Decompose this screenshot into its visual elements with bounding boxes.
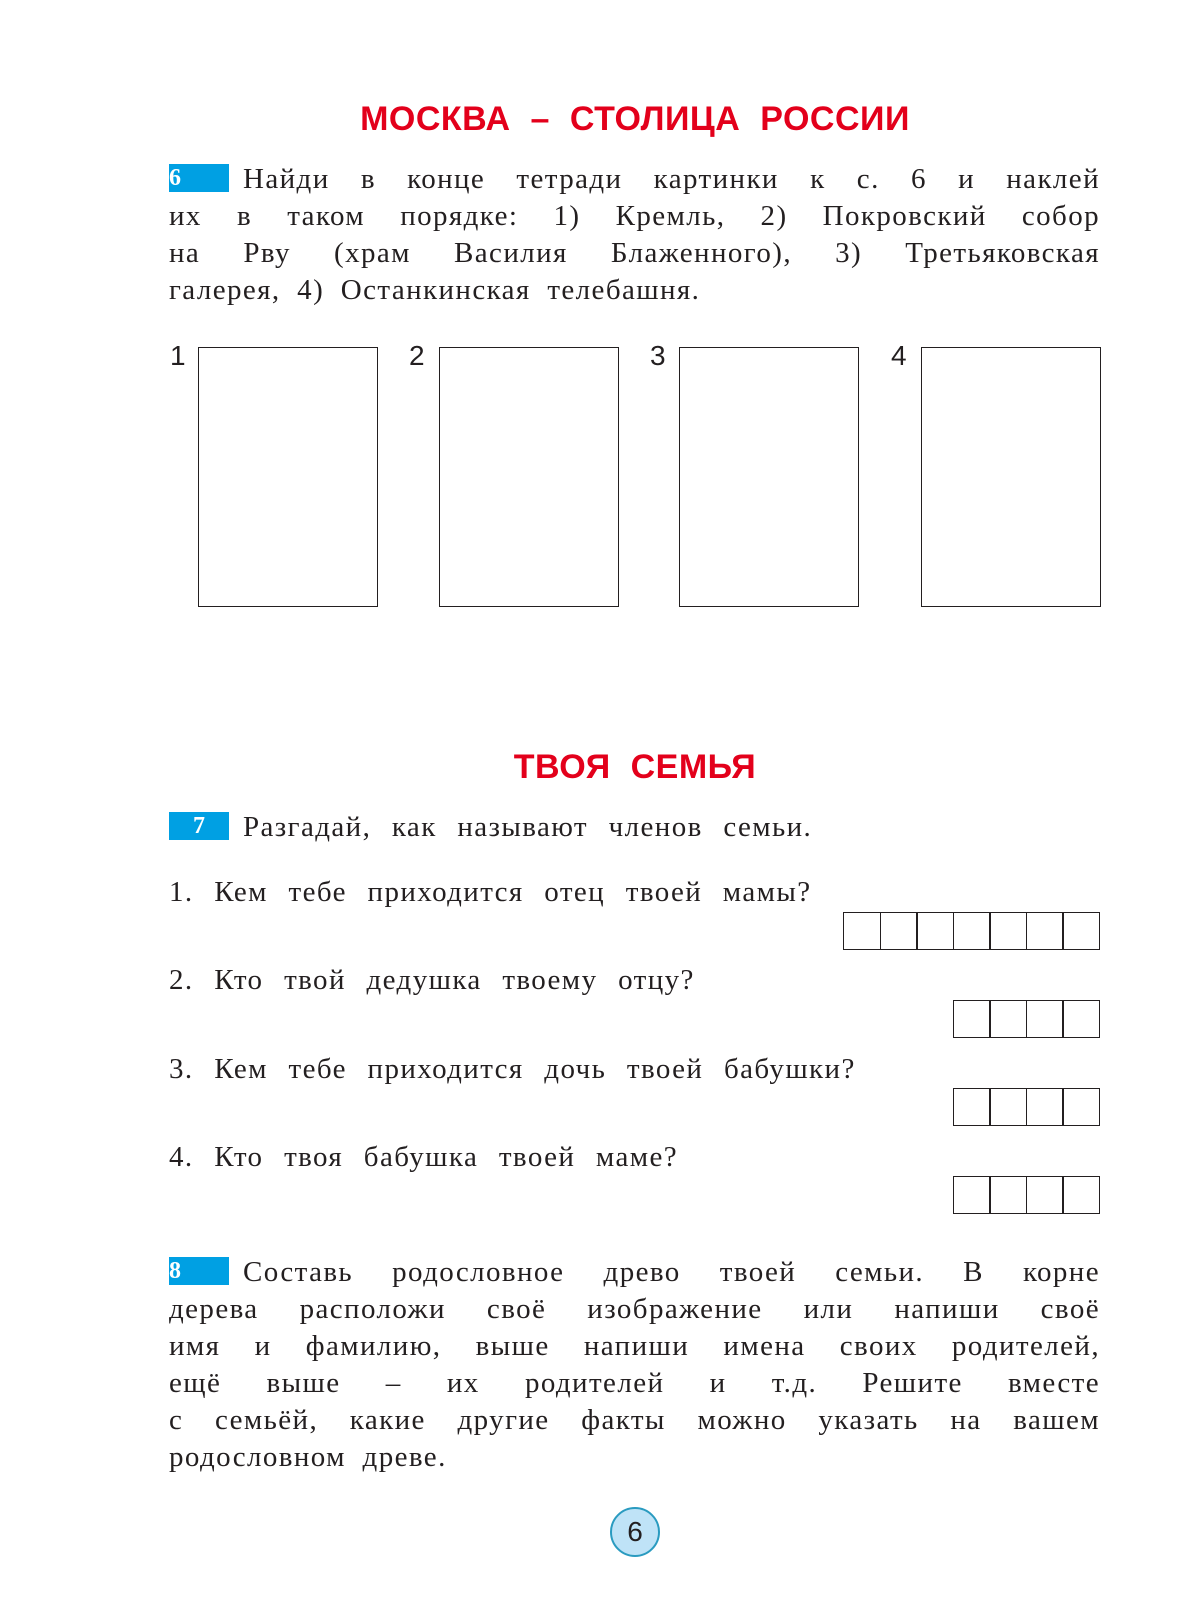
question-1: 1. Кем тебе приходится отец твоей мамы? xyxy=(169,876,812,908)
sticker-box-2[interactable] xyxy=(439,347,619,607)
sticker-box-3[interactable] xyxy=(679,347,859,607)
answer-cells-4[interactable] xyxy=(954,1176,1100,1214)
question-2: 2. Кто твой дедушка твоему отцу? xyxy=(169,964,695,996)
task-number-badge: 7 xyxy=(169,812,229,840)
answer-cells-3[interactable] xyxy=(954,1088,1100,1126)
task-line: с семьёй, какие другие факты можно указать на вашем xyxy=(169,1404,1100,1436)
section-title-moscow: МОСКВА – СТОЛИЦА РОССИИ xyxy=(360,100,910,138)
task-line: галерея, 4) Останкинская телебашня. xyxy=(169,274,701,306)
letter-cell[interactable] xyxy=(1026,1000,1064,1038)
letter-cell[interactable] xyxy=(953,1000,991,1038)
box-label: 3 xyxy=(650,340,666,371)
letter-cell[interactable] xyxy=(916,912,954,950)
task-line: их в таком порядке: 1) Кремль, 2) Покровский собор xyxy=(169,200,1100,232)
task-number-badge: 8 xyxy=(169,1257,229,1285)
box-label: 2 xyxy=(409,340,425,371)
box-label: 4 xyxy=(891,340,907,371)
task-line: на Рву (храм Василия Блаженного), 3) Третьяковская xyxy=(169,237,1100,269)
letter-cell[interactable] xyxy=(989,1176,1027,1214)
letter-cell[interactable] xyxy=(989,912,1027,950)
task-line: имя и фамилию, выше напиши имена своих родителей, xyxy=(169,1330,1100,1362)
letter-cell[interactable] xyxy=(953,1088,991,1126)
question-3: 3. Кем тебе приходится дочь твоей бабушки? xyxy=(169,1053,856,1085)
letter-cell[interactable] xyxy=(1062,1000,1100,1038)
letter-cell[interactable] xyxy=(989,1088,1027,1126)
letter-cell[interactable] xyxy=(1026,1088,1064,1126)
sticker-box-1[interactable] xyxy=(198,347,378,607)
letter-cell[interactable] xyxy=(1062,1176,1100,1214)
page-number: 6 xyxy=(610,1507,660,1557)
question-4: 4. Кто твоя бабушка твоей маме? xyxy=(169,1141,679,1173)
letter-cell[interactable] xyxy=(1062,1088,1100,1126)
letter-cell[interactable] xyxy=(1062,912,1100,950)
task-line: родословном древе. xyxy=(169,1441,447,1473)
section-title-family: ТВОЯ СЕМЬЯ xyxy=(513,748,757,786)
task-line: ещё выше – их родителей и т.д. Решите вместе xyxy=(169,1367,1100,1399)
letter-cell[interactable] xyxy=(843,912,881,950)
answer-cells-1[interactable] xyxy=(845,912,1101,950)
task-line: дерева расположи своё изображение или напиши своё xyxy=(169,1293,1100,1325)
sticker-box-4[interactable] xyxy=(921,347,1101,607)
letter-cell[interactable] xyxy=(953,912,991,950)
task-8 xyxy=(169,1254,1100,1476)
letter-cell[interactable] xyxy=(989,1000,1027,1038)
task-number-badge: 6 xyxy=(169,164,229,192)
letter-cell[interactable] xyxy=(1026,1176,1064,1214)
letter-cell[interactable] xyxy=(1026,912,1064,950)
answer-cells-2[interactable] xyxy=(954,1000,1100,1038)
task-line: 8 Составь родословное древо твоей семьи. В корне xyxy=(169,1256,1100,1288)
box-label: 1 xyxy=(170,340,186,371)
task-6 xyxy=(169,161,1100,309)
task-7: 7 Разгадай, как называют членов семьи. xyxy=(169,809,812,846)
letter-cell[interactable] xyxy=(953,1176,991,1214)
letter-cell[interactable] xyxy=(880,912,918,950)
task-line: 6 Найди в конце тетради картинки к с. 6 и наклей xyxy=(169,163,1100,195)
